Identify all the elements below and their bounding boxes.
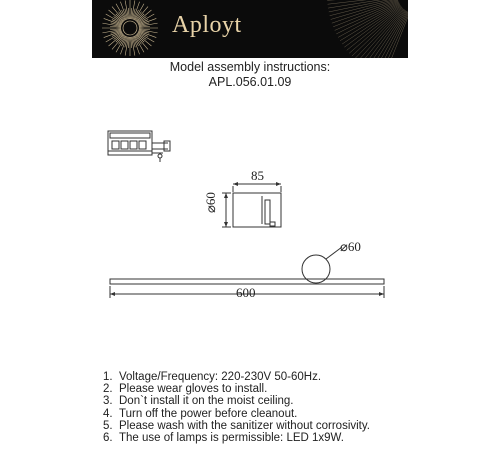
width-dimension-label: 85 [251,168,264,183]
instruction-number: 6. [103,432,113,445]
instruction-number: 1. [103,371,113,383]
instruction-text: Turn off the power before cleanout. [119,407,298,420]
instruction-item [103,371,370,383]
terminal-block-icon [108,131,170,162]
instruction-text: Please wear gloves to install. [119,383,268,396]
instruction-item [103,383,370,395]
instruction-text: Voltage/Frequency: 220-230V 50-60Hz. [119,371,322,383]
instructions-list [103,371,370,444]
instruction-item [103,432,370,444]
diameter-dimension-label: ⌀60 [203,192,218,213]
document-title: Model assembly instructions: [169,60,331,74]
model-number: APL.056.01.09 [208,75,292,89]
instruction-number: 2. [103,383,113,396]
instruction-number: 3. [103,395,113,408]
instruction-item [103,395,370,407]
ball-diameter-label: ⌀60 [340,239,361,254]
instruction-item [103,420,370,432]
instruction-number: 5. [103,419,113,432]
length-dimension-label: 600 [236,285,256,300]
instruction-number: 4. [103,407,113,420]
bracket-view [222,184,281,227]
brand-name: Aployt [172,12,242,38]
instruction-text: Don`t install it on the moist ceiling. [119,395,294,408]
instruction-text: Please wash with the sanitizer without corrosivity. [119,419,370,432]
instruction-text: The use of lamps is permissible: LED 1x9W. [119,432,344,445]
instruction-item [103,408,370,420]
